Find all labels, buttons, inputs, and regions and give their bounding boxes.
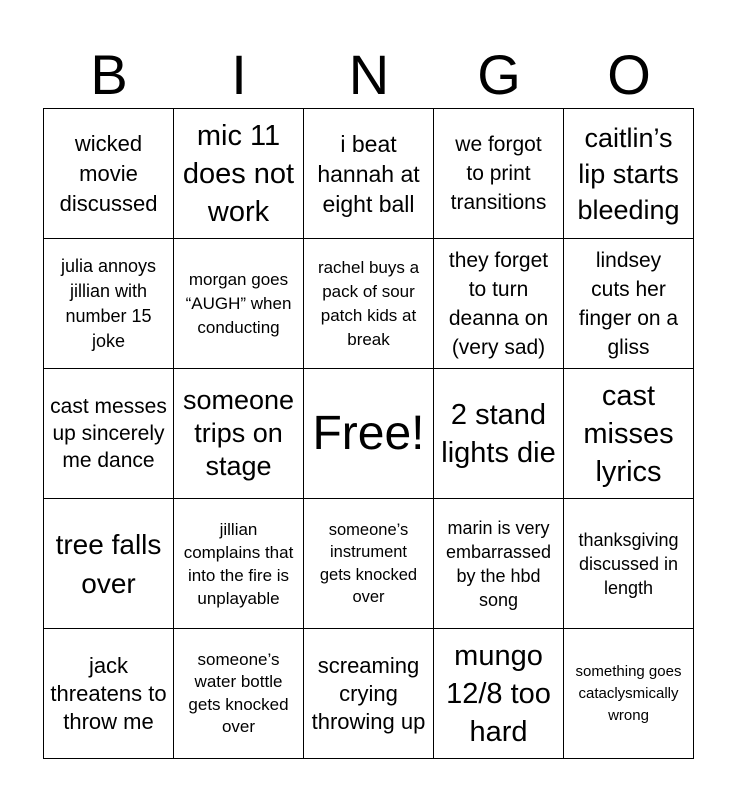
bingo-cell-i4[interactable] bbox=[174, 499, 304, 629]
cell-text: they forget to turn deanna on (very sad) bbox=[448, 248, 549, 359]
bingo-cell-n2[interactable] bbox=[304, 239, 434, 369]
bingo-cell-b4[interactable] bbox=[44, 499, 174, 629]
bingo-cell-g5[interactable] bbox=[434, 629, 564, 759]
cell-text: marin is very embarrassed by the hbd song bbox=[445, 517, 552, 610]
header-letter-o: O bbox=[607, 43, 651, 106]
header-letter-b: B bbox=[90, 43, 128, 106]
cell-text: we forgot to print transitions bbox=[450, 133, 547, 214]
free-space-label: Free! bbox=[312, 406, 425, 460]
bingo-cell-o4[interactable] bbox=[564, 499, 694, 629]
bingo-cell-b1[interactable] bbox=[44, 109, 174, 239]
cell-text: 2 stand lights die bbox=[441, 398, 556, 469]
bingo-cell-o3[interactable] bbox=[564, 369, 694, 499]
bingo-cell-g2[interactable] bbox=[434, 239, 564, 369]
header-letter-n: N bbox=[348, 43, 390, 106]
bingo-cell-o5[interactable] bbox=[564, 629, 694, 759]
bingo-cell-g1[interactable] bbox=[434, 109, 564, 239]
cell-text: someone trips on stage bbox=[182, 385, 295, 481]
bingo-cell-i5[interactable] bbox=[174, 629, 304, 759]
cell-text: morgan goes “AUGH” when conducting bbox=[185, 269, 292, 337]
header-letter-i: I bbox=[231, 43, 247, 106]
bingo-board bbox=[43, 108, 694, 759]
cell-text: cast misses lyrics bbox=[583, 379, 674, 488]
cell-text: someone’s instrument gets knocked over bbox=[319, 520, 418, 606]
bingo-cell-b2[interactable] bbox=[44, 239, 174, 369]
header-letter-g: G bbox=[477, 43, 521, 106]
bingo-cell-n3-free[interactable] bbox=[304, 369, 434, 499]
cell-text: something goes cataclysmically wrong bbox=[575, 662, 682, 724]
bingo-cell-o1[interactable] bbox=[564, 109, 694, 239]
cell-text: julia annoys jillian with number 15 joke bbox=[60, 255, 157, 351]
bingo-cell-i1[interactable] bbox=[174, 109, 304, 239]
bingo-cell-b5[interactable] bbox=[44, 629, 174, 759]
cell-text: mic 11 does not work bbox=[182, 119, 295, 228]
bingo-header bbox=[44, 42, 694, 108]
cell-text: tree falls over bbox=[55, 528, 162, 599]
cell-text: thanksgiving discussed in length bbox=[578, 529, 679, 598]
cell-text: screaming crying throwing up bbox=[311, 652, 426, 734]
bingo-cell-i2[interactable] bbox=[174, 239, 304, 369]
bingo-cell-g4[interactable] bbox=[434, 499, 564, 629]
cell-text: i beat hannah at eight ball bbox=[317, 130, 420, 217]
bingo-cell-o2[interactable] bbox=[564, 239, 694, 369]
cell-text: jillian complains that into the fire is unplayable bbox=[183, 519, 294, 608]
cell-text: cast messes up sincerely me dance bbox=[50, 395, 167, 472]
bingo-cell-n1[interactable] bbox=[304, 109, 434, 239]
bingo-cell-n4[interactable] bbox=[304, 499, 434, 629]
cell-text: rachel buys a pack of sour patch kids at break bbox=[317, 257, 420, 349]
bingo-cell-g3[interactable] bbox=[434, 369, 564, 499]
cell-text: someone’s water bottle gets knocked over bbox=[188, 649, 289, 736]
cell-text: mungo 12/8 too hard bbox=[446, 639, 551, 748]
cell-text: lindsey cuts her finger on a gliss bbox=[578, 248, 679, 359]
bingo-cell-n5[interactable] bbox=[304, 629, 434, 759]
bingo-cell-i3[interactable] bbox=[174, 369, 304, 499]
cell-text: jack threatens to throw me bbox=[50, 652, 167, 734]
cell-text: caitlin’s lip starts bleeding bbox=[577, 122, 680, 225]
bingo-cell-b3[interactable] bbox=[44, 369, 174, 499]
cell-text: wicked movie discussed bbox=[59, 130, 158, 216]
